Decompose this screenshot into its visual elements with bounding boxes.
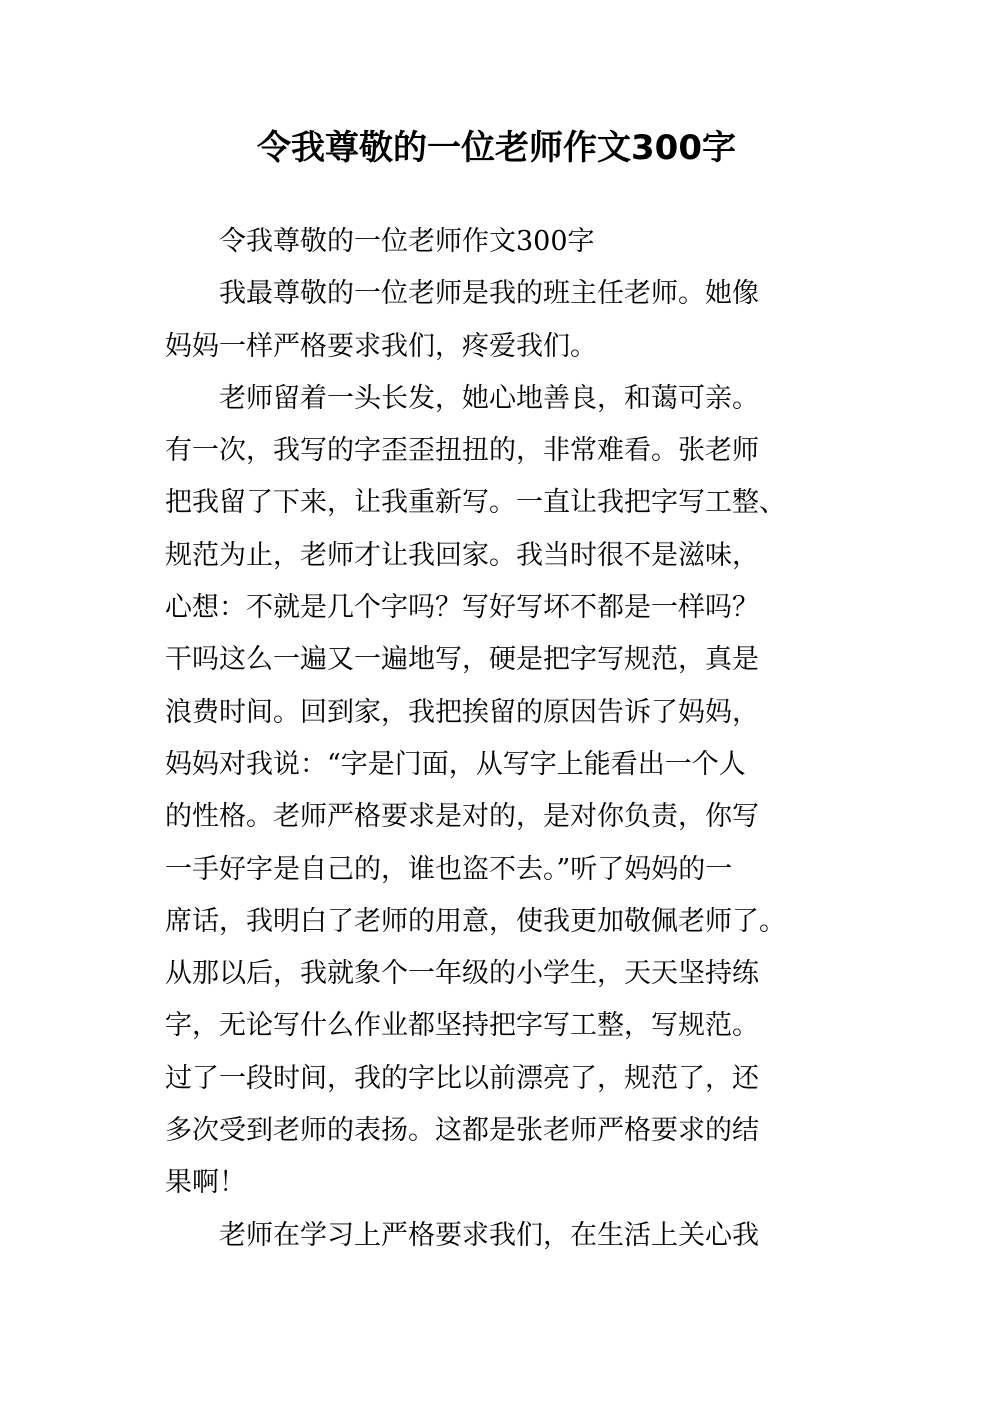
- text-line: 老师留着一头长发，她心地善良，和蔼可亲。: [219, 382, 759, 414]
- text-line: 果啊！: [165, 1167, 246, 1199]
- text-line: 一手好字是自己的，谁也盗不去。”听了妈妈的一: [165, 853, 733, 885]
- text-line: 席话，我明白了老师的用意，使我更加敬佩老师了。: [165, 905, 786, 937]
- text-line: 令我尊敬的一位老师作文300字: [219, 226, 595, 257]
- text-line: 妈妈对我说：“字是门面，从写字上能看出一个人: [165, 748, 746, 780]
- paragraph: [165, 373, 845, 1210]
- text-line: 多次受到老师的表扬。这都是张老师严格要求的结: [165, 1115, 759, 1147]
- text-line: 我最尊敬的一位老师是我的班主任老师。她像: [219, 278, 759, 310]
- text-line: 有一次，我写的字歪歪扭扭的，非常难看。张老师: [165, 435, 759, 467]
- paragraph: [165, 268, 845, 373]
- text-line: 妈妈一样严格要求我们，疼爱我们。: [165, 330, 597, 362]
- document-title: 令我尊敬的一位老师作文300字: [257, 128, 736, 168]
- text-line: 老师在学习上严格要求我们，在生活上关心我: [219, 1219, 759, 1251]
- document-body: [165, 216, 845, 1262]
- text-line: 把我留了下来，让我重新写。一直让我把字写工整、: [165, 487, 786, 519]
- paragraph-heading: [165, 216, 845, 268]
- text-line: 字，无论写什么作业都坚持把字写工整，写规范。: [165, 1010, 759, 1042]
- text-line: 过了一段时间，我的字比以前漂亮了，规范了，还: [165, 1062, 759, 1094]
- text-line: 从那以后，我就象个一年级的小学生，天天坚持练: [165, 958, 759, 990]
- paragraph: [165, 1210, 845, 1262]
- text-line: 的性格。老师严格要求是对的，是对你负责，你写: [165, 801, 759, 833]
- text-line: 规范为止，老师才让我回家。我当时很不是滋味，: [165, 539, 759, 571]
- text-line: 心想：不就是几个字吗？写好写坏不都是一样吗？: [165, 592, 759, 624]
- text-line: 干吗这么一遍又一遍地写，硬是把字写规范，真是: [165, 644, 759, 676]
- text-line: 浪费时间。回到家，我把挨留的原因告诉了妈妈，: [165, 696, 759, 728]
